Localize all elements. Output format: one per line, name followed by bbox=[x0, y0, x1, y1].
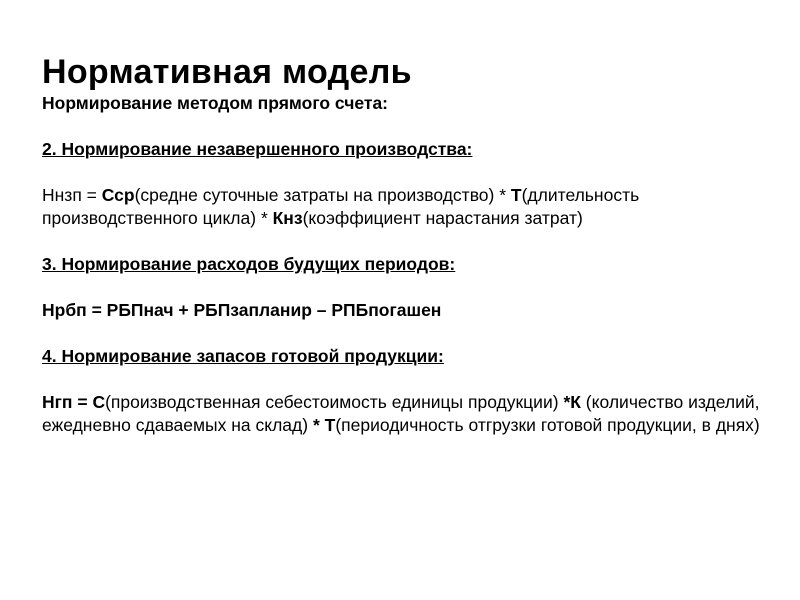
formula-desc: (количество изделий, ежедневно сдаваемых на склад) bbox=[42, 392, 760, 435]
formula-var-k: *К bbox=[563, 392, 581, 412]
spacer bbox=[42, 322, 762, 345]
formula-lhs: Ннзп = bbox=[42, 185, 102, 205]
section4-formula bbox=[42, 391, 762, 437]
section3-formula: Нрбп = РБПнач + РБПзапланир – РПБпогашен bbox=[42, 300, 442, 320]
spacer bbox=[42, 115, 762, 138]
formula-var-knz: Кнз bbox=[272, 208, 303, 228]
formula-var-ssr: Сср bbox=[101, 185, 135, 205]
spacer bbox=[42, 276, 762, 299]
section3-heading: 3. Нормирование расходов будущих периодов: bbox=[42, 254, 456, 274]
slide-content bbox=[42, 92, 762, 437]
spacer bbox=[42, 161, 762, 184]
formula-desc: (средне суточные затраты на производство) * bbox=[134, 185, 511, 205]
formula-desc: (производственная себестоимость единицы продукции) bbox=[105, 392, 564, 412]
formula-var-t: * Т bbox=[312, 415, 336, 435]
section2-formula bbox=[42, 184, 762, 230]
formula-desc: (длительность производственного цикла) * bbox=[42, 185, 640, 228]
section2-heading: 2. Нормирование незавершенного производства: bbox=[42, 139, 473, 159]
formula-desc: (периодичность отгрузки готовой продукции, в днях) bbox=[335, 415, 760, 435]
section4-heading: 4. Нормирование запасов готовой продукции: bbox=[42, 346, 444, 366]
formula-desc: (коэффициент нарастания затрат) bbox=[302, 208, 583, 228]
formula-lhs: Нгп = С bbox=[42, 392, 106, 412]
slide-title: Нормативная модель bbox=[42, 53, 412, 91]
formula-var-t: Т bbox=[510, 185, 522, 205]
spacer bbox=[42, 368, 762, 391]
subtitle: Нормирование методом прямого счета: bbox=[42, 93, 389, 113]
spacer bbox=[42, 230, 762, 253]
